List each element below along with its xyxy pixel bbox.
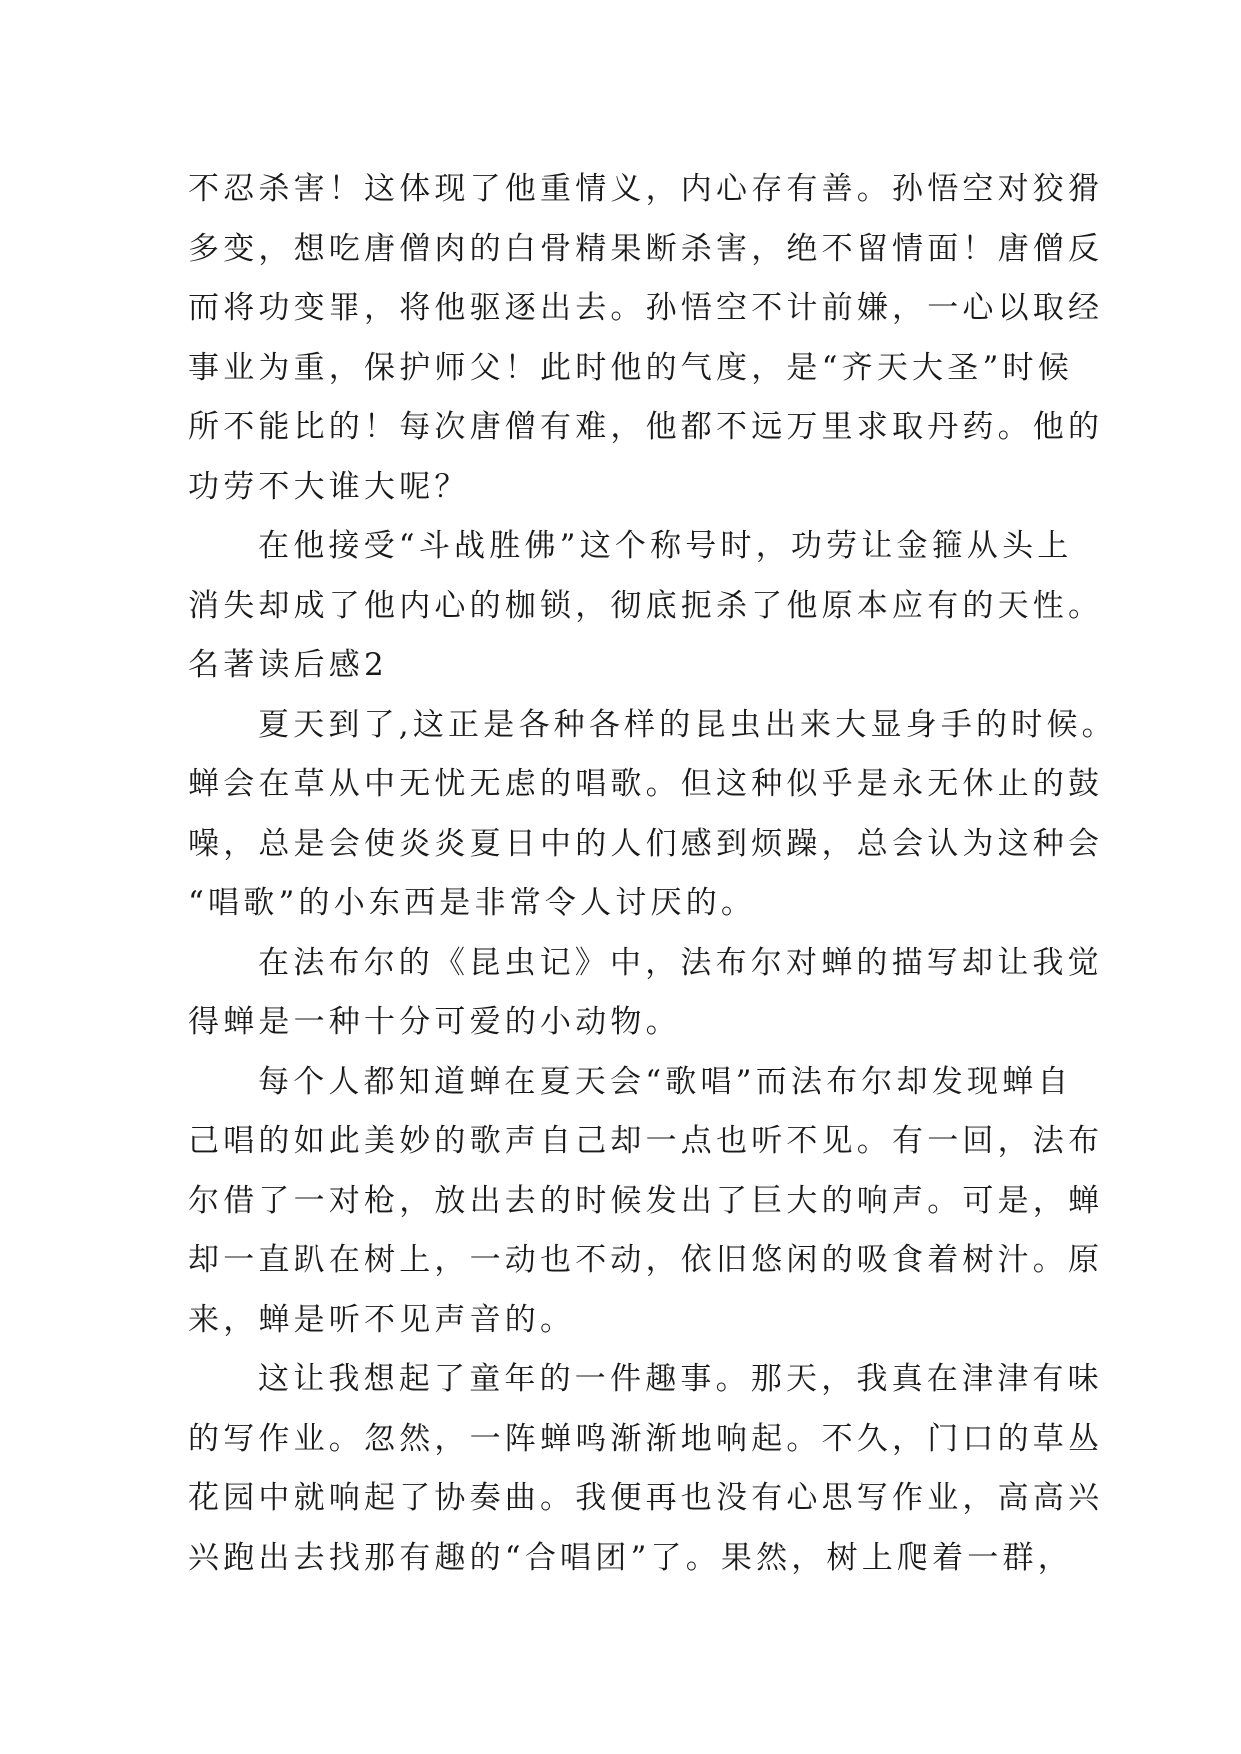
text-line: 消失却成了他内心的枷锁，彻底扼杀了他原本应有的天性。: [188, 587, 1104, 624]
text-line: 蝉会在草从中无忧无虑的唱歌。但这种似乎是永无休止的鼓: [188, 766, 1104, 802]
text-line: 事业为重，保护师父！此时他的气度，是“齐天大圣”时候: [188, 349, 1073, 386]
text-line: 花园中就响起了协奏曲。我便再也没有心思写作业，高高兴: [188, 1480, 1104, 1516]
text-line: 在法布尔的《昆虫记》中，法布尔对蝉的描写却让我觉: [258, 944, 1103, 981]
body-text: [188, 160, 1117, 1588]
text-line: 每个人都知道蝉在夏天会“歌唱”而法布尔却发现蝉自: [258, 1063, 1073, 1100]
text-line: 功劳不大谁大呢？: [188, 468, 470, 505]
text-line: 噪，总是会使炎炎夏日中的人们感到烦躁，总会认为这种会: [188, 825, 1104, 862]
text-line: 不忍杀害！这体现了他重情义，内心存有善。孙悟空对狡猾: [188, 171, 1104, 207]
text-line: 的写作业。忽然，一阵蝉鸣渐渐地响起。不久，门口的草丛: [188, 1420, 1104, 1457]
text-line: 己唱的如此美妙的歌声自己却一点也听不见。有一回，法布: [188, 1123, 1104, 1159]
text-line: 得蝉是一种十分可爱的小动物。: [188, 1004, 681, 1040]
text-line: 却一直趴在树上，一动也不动，依旧悠闲的吸食着树汁。原: [188, 1242, 1104, 1278]
text-line: 尔借了一对枪，放出去的时候发出了巨大的响声。可是，蝉: [188, 1182, 1104, 1219]
text-line: 而将功变罪，将他驱逐出去。孙悟空不计前嫌，一心以取经: [188, 290, 1104, 326]
text-line: 名著读后感2: [188, 647, 388, 683]
text-line: 这让我想起了童年的一件趣事。那天，我真在津津有味: [258, 1361, 1103, 1397]
text-line: 兴跑出去找那有趣的“合唱团”了。果然，树上爬着一群，: [188, 1539, 1073, 1576]
text-line: 在他接受“斗战胜佛”这个称号时，功劳让金箍从头上: [258, 528, 1073, 564]
text-line: 夏天到了,这正是各种各样的昆虫出来大显身手的时候。: [258, 706, 1117, 743]
text-line: 来，蝉是听不见声音的。: [188, 1301, 576, 1338]
text-line: “唱歌”的小东西是非常令人讨厌的。: [188, 885, 757, 921]
text-line: 所不能比的！每次唐僧有难，他都不远万里求取丹药。他的: [188, 409, 1104, 445]
text-line: 多变，想吃唐僧肉的白骨精果断杀害，绝不留情面！唐僧反: [188, 230, 1104, 267]
